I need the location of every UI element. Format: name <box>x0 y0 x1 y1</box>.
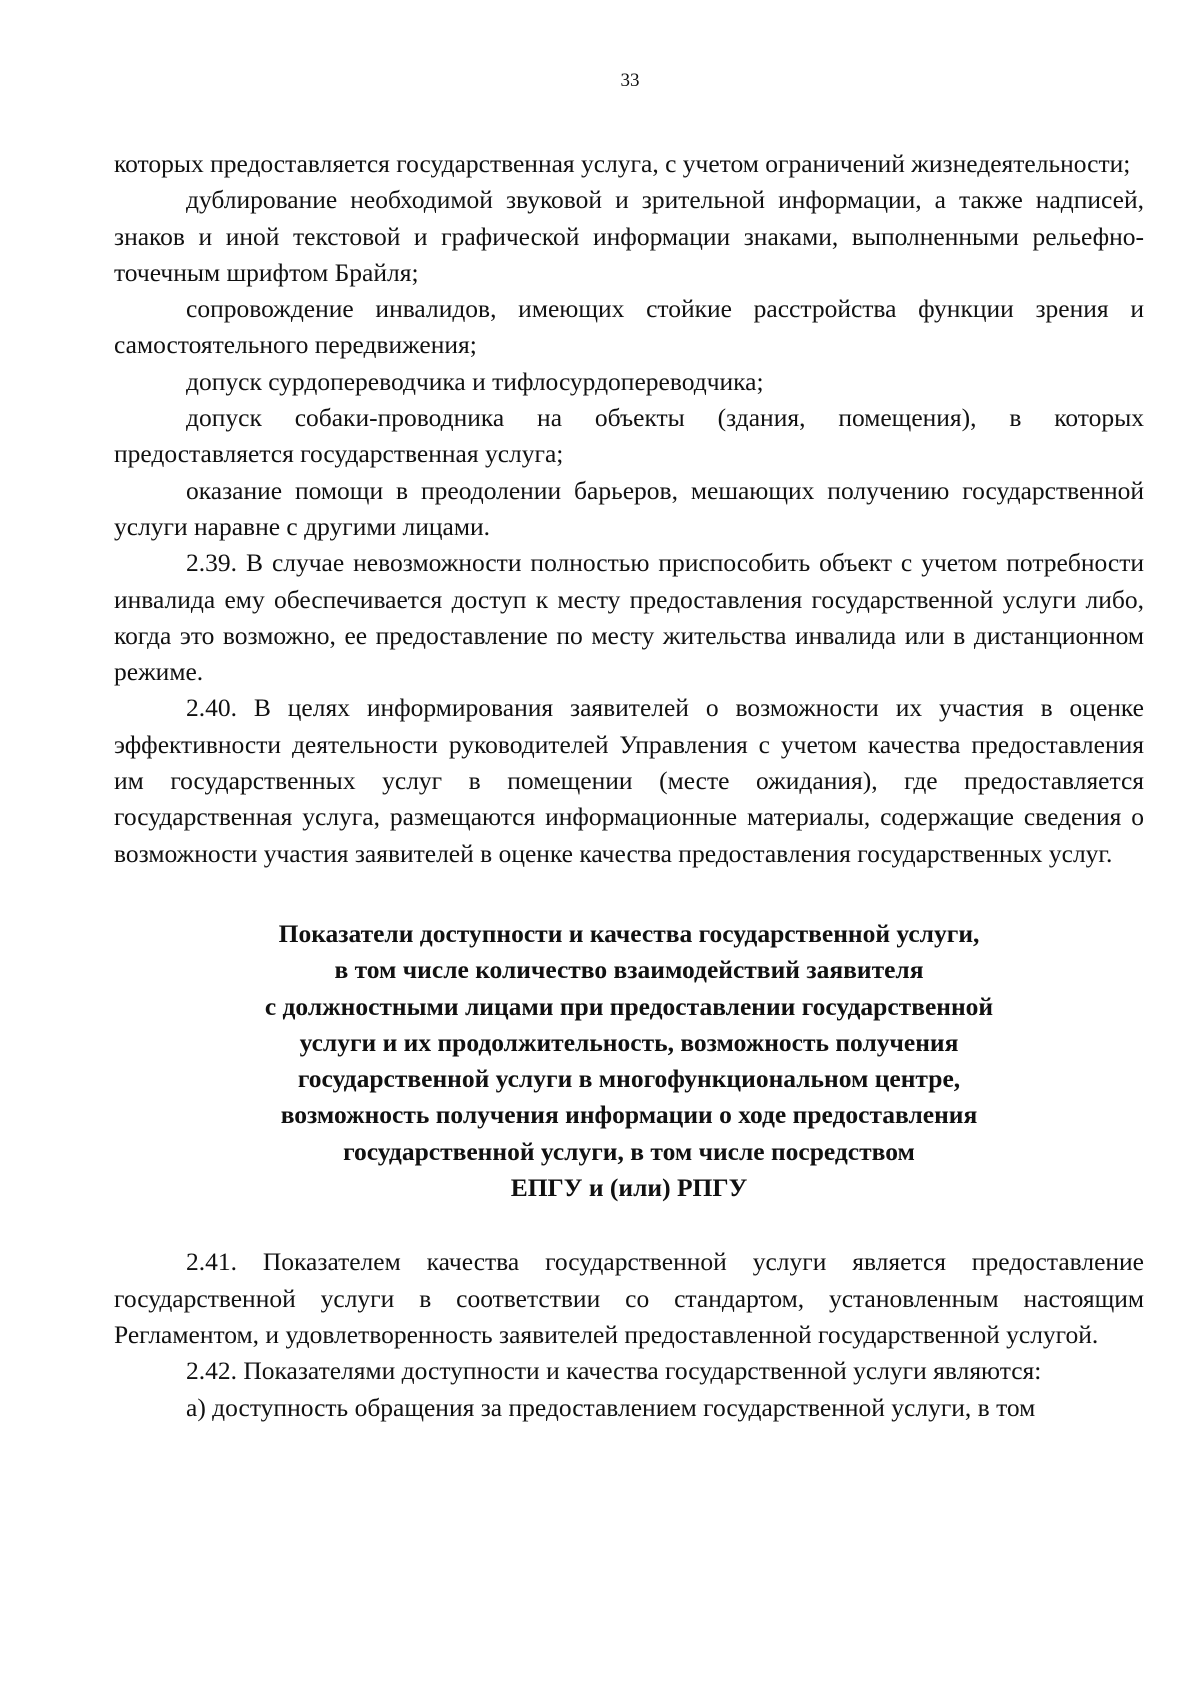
heading-line: в том числе количество взаимодействий заявителя <box>334 955 924 985</box>
paragraph-barrier-assistance: оказание помощи в преодолении барьеров, мешающих получению государственной услуги наравне с другими лицами. <box>114 475 1144 541</box>
heading-line: ЕПГУ и (или) РПГУ <box>510 1173 748 1203</box>
paragraph-2-40: 2.40. В целях информирования заявителей о возможности их участия в оценке эффективности деятельности руководителей Управления с учетом качества предоставления им государственных услуг в помещении (месте ожидания), где предоставляется государственная услуга, размещаются информационные материалы, содержащие сведения о возможности участия заявителей в оценке качества предоставления государственных услуг. <box>114 693 1144 868</box>
heading-line: с должностными лицами при предоставлении государственной <box>264 991 994 1021</box>
paragraph-2-41: 2.41. Показателем качества государственной услуги является предоставление государственной услуги в соответствии со стандартом, установленным настоящим Регламентом, и удовлетворенность заявителей предоставленной государственной услугой. <box>114 1247 1144 1349</box>
heading-line: государственной услуги, в том числе посредством <box>343 1136 915 1166</box>
paragraph-2-42-a: а) доступность обращения за предоставлением государственной услуги, в том <box>186 1392 1036 1422</box>
paragraph-guide-dog: допуск собаки-проводника на объекты (здания, помещения), в которых предоставляется государственная услуга; <box>114 403 1144 469</box>
heading-line: Показатели доступности и качества государственной услуги, <box>278 918 980 948</box>
paragraph-accessibility-limitations: которых предоставляется государственная услуга, с учетом ограничений жизнедеятельности; <box>114 149 1131 178</box>
paragraph-escort-disabled: сопровождение инвалидов, имеющих стойкие расстройства функции зрения и самостоятельного передвижения; <box>114 294 1144 360</box>
document-body <box>114 146 1144 1426</box>
heading-line: государственной услуги в многофункциональном центре, <box>297 1064 961 1094</box>
paragraph-braille-duplication: дублирование необходимой звуковой и зрительной информации, а также надписей, знаков и иной текстовой и графической информации знаками, выполненными рельефно-точечным шрифтом Брайля; <box>114 185 1144 287</box>
page-number: 33 <box>620 70 640 91</box>
heading-line: возможность получения информации о ходе предоставления <box>280 1100 978 1130</box>
paragraph-sign-interpreter: допуск сурдопереводчика и тифлосурдопереводчика; <box>186 366 764 396</box>
paragraph-2-42: 2.42. Показателями доступности и качества государственной услуги являются: <box>186 1356 1042 1386</box>
section-heading <box>114 916 1144 1206</box>
paragraph-2-39: 2.39. В случае невозможности полностью приспособить объект с учетом потребности инвалида ему обеспечивается доступ к месту предоставления государственной услуги либо, когда это возможно, ее предоставление по месту жительства инвалида или в дистанционном режиме. <box>114 548 1144 687</box>
heading-line: услуги и их продолжительность, возможность получения <box>299 1027 959 1057</box>
